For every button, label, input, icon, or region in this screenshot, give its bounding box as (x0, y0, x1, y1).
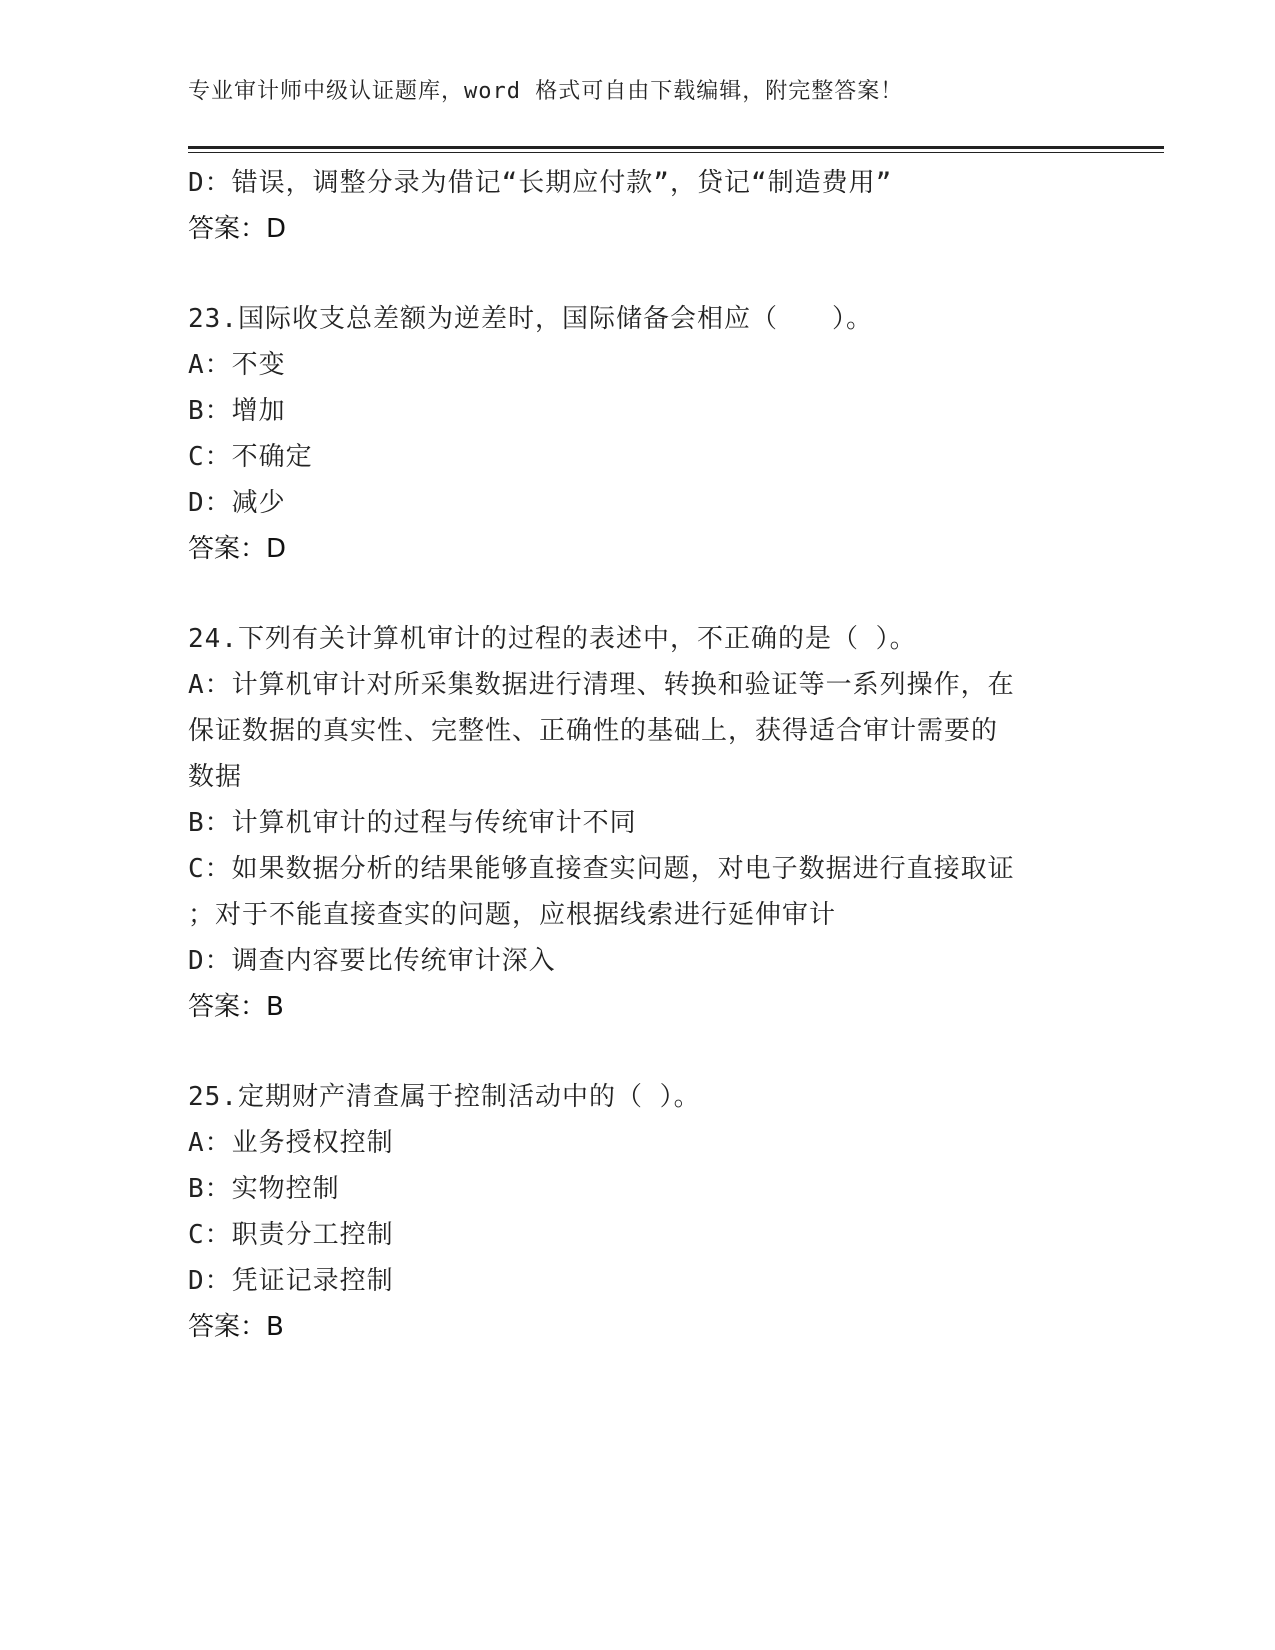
answer-option: B：增加 (188, 396, 286, 426)
answer-option: D：调查内容要比传统审计深入 (188, 946, 556, 976)
spacer (188, 572, 1088, 616)
spacer (188, 1030, 1088, 1074)
question-list (188, 296, 1088, 1350)
header-rule-thin (188, 152, 1164, 153)
question-content (188, 160, 1088, 1350)
answer-option: D：凭证记录控制 (188, 1266, 394, 1296)
header-rule-thick (188, 146, 1164, 149)
answer-option: A：计算机审计对所采集数据进行清理、转换和验证等一系列操作，在 (188, 670, 1015, 700)
carryover-option-d: D：错误，调整分录为借记“长期应付款”，贷记“制造费用” (188, 168, 893, 198)
question-block (188, 1074, 1088, 1350)
answer-option: C：不确定 (188, 442, 313, 472)
answer-option: C：职责分工控制 (188, 1220, 394, 1250)
answer-key: 答案：B (188, 992, 284, 1022)
answer-option: B：计算机审计的过程与传统审计不同 (188, 808, 637, 838)
answer-option: B：实物控制 (188, 1174, 340, 1204)
answer-key: 答案：B (188, 1312, 284, 1342)
answer-option: 保证数据的真实性、完整性、正确性的基础上，获得适合审计需要的 (188, 716, 999, 746)
spacer (188, 252, 1088, 296)
answer-key: 答案：D (188, 534, 287, 564)
carryover-answer: 答案：D (188, 214, 287, 244)
answer-option: D：减少 (188, 488, 286, 518)
question-block (188, 296, 1088, 616)
page-header: 专业审计师中级认证题库，word 格式可自由下载编辑，附完整答案！ (188, 79, 904, 104)
answer-option: ；对于不能直接查实的问题，应根据线索进行延伸审计 (188, 900, 837, 930)
answer-option: 数据 (188, 762, 243, 792)
question-stem: 24.下列有关计算机审计的过程的表述中，不正确的是（ ）。 (188, 624, 917, 654)
question-stem: 23.国际收支总差额为逆差时，国际储备会相应（ ）。 (188, 304, 873, 334)
question-stem: 25.定期财产清查属于控制活动中的（ ）。 (188, 1082, 701, 1112)
answer-option: A：不变 (188, 350, 286, 380)
answer-option: A：业务授权控制 (188, 1128, 394, 1158)
question-block (188, 616, 1088, 1074)
answer-option: C：如果数据分析的结果能够直接查实问题，对电子数据进行直接取证 (188, 854, 1015, 884)
